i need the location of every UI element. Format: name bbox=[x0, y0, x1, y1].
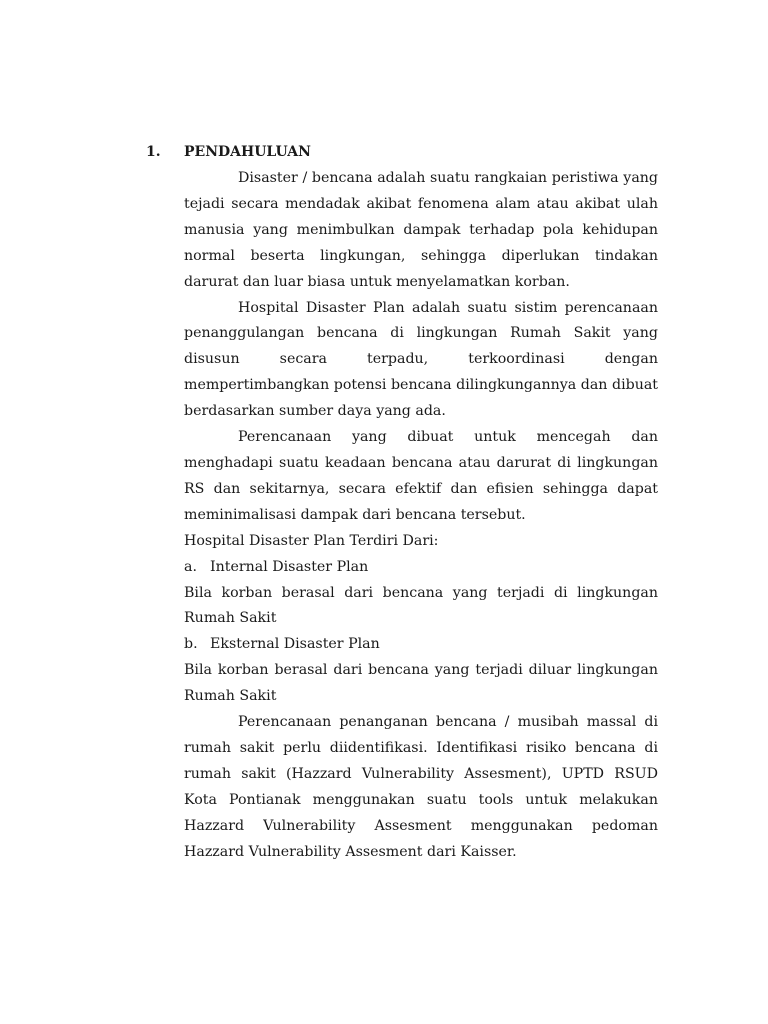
paragraph-hospital-disaster-plan: Hospital Disaster Plan adalah suatu sistim perencanaan penanggulangan bencana di lingkungan Rumah Sakit yang disusun secara terpadu, terkoordinasi dengan mempertimbangkan potensi bencana dilingkungannya dan dibuat berdasarkan sumber daya yang ada. bbox=[184, 299, 658, 420]
list-intro: Hospital Disaster Plan Terdiri Dari: bbox=[184, 532, 439, 549]
list-marker: b. bbox=[184, 636, 198, 653]
section-heading: PENDAHULUAN bbox=[184, 144, 311, 160]
list-item-description: Bila korban berasal dari bencana yang terjadi di lingkungan Rumah Sakit bbox=[184, 584, 658, 627]
paragraph-disaster-definition: Disaster / bencana adalah suatu rangkaian peristiwa yang tejadi secara mendadak akibat fenomena alam atau akibat ulah manusia yang menimbulkan dampak terhadap pola kehidupan normal beserta lingkungan, sehingga diperlukan tindakan darurat dan luar biasa untuk menyelamatkan korban. bbox=[184, 170, 658, 290]
list-item-description: Bila korban berasal dari bencana yang terjadi diluar lingkungan Rumah Sakit bbox=[184, 662, 658, 705]
paragraph-planning: Perencanaan yang dibuat untuk mencegah dan menghadapi suatu keadaan bencana atau darurat di lingkungan RS dan sekitarnya, secara efektif dan efisien sehingga dapat meminimalisasi dampak dari bencana tersebut. bbox=[184, 429, 658, 523]
list-item-label: Eksternal Disaster Plan bbox=[210, 636, 380, 653]
list-item-internal bbox=[184, 555, 658, 581]
list-marker: a. bbox=[184, 558, 197, 575]
section-number: 1. bbox=[146, 144, 161, 160]
paragraph-risk-identification: Perencanaan penanganan bencana / musibah massal di rumah sakit perlu diidentifikasi. Identifikasi risiko bencana di rumah sakit (Hazzard Vulnerability Assesment), UPTD RSUD Kota Pontianak menggunakan suatu tools untuk melakukan Hazzard Vulnerability Assesment menggunakan pedoman Hazzard Vulnerability Assesment dari Kaisser. bbox=[184, 714, 658, 860]
section-body bbox=[184, 166, 658, 865]
list-item-external bbox=[184, 632, 658, 658]
list-item-label: Internal Disaster Plan bbox=[210, 558, 369, 575]
